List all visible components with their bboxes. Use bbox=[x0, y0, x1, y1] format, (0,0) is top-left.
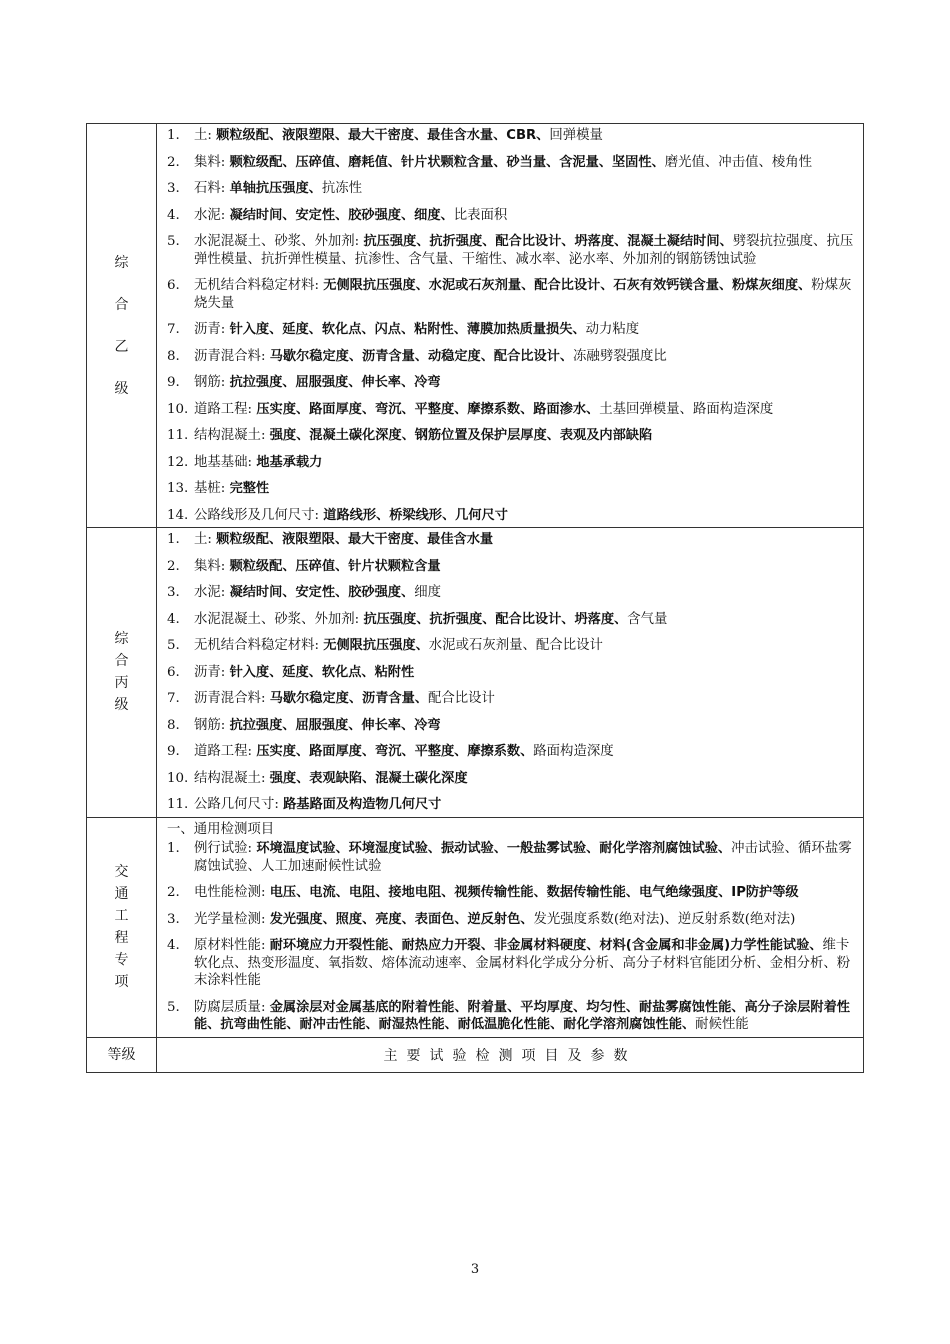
item-number: 4. bbox=[167, 938, 180, 953]
item-number: 7. bbox=[167, 691, 180, 706]
list-item bbox=[167, 937, 857, 990]
list-item bbox=[167, 507, 857, 525]
list-item bbox=[167, 717, 857, 735]
item-label: 集料: bbox=[194, 154, 230, 170]
item-label: 电性能检测: bbox=[194, 885, 270, 900]
item-body bbox=[194, 277, 857, 312]
item-number: 1. bbox=[167, 128, 180, 143]
item-number: 1. bbox=[167, 532, 180, 547]
item-label: 钢筋: bbox=[194, 717, 230, 733]
item-number: 1. bbox=[167, 841, 180, 856]
item-number: 5. bbox=[167, 638, 180, 653]
list-item bbox=[167, 427, 857, 445]
item-body bbox=[194, 127, 857, 145]
item-body bbox=[194, 321, 857, 339]
item-number: 3. bbox=[167, 181, 180, 196]
list-item bbox=[167, 999, 857, 1034]
item-number: 10. bbox=[167, 401, 189, 417]
other-parameters: 动力粘度 bbox=[585, 322, 640, 337]
other-parameters: 回弹模量 bbox=[549, 128, 603, 143]
key-parameters: 压实度、路面厚度、弯沉、平整度、摩擦系数、路面渗水、 bbox=[256, 401, 600, 417]
grade-char: 合 bbox=[114, 653, 129, 670]
key-parameters: 马歇尔稳定度、沥青含量、 bbox=[269, 691, 428, 706]
other-parameters: 冻融劈裂强度比 bbox=[573, 348, 667, 364]
key-parameters: 地基承载力 bbox=[256, 454, 323, 470]
key-parameters: 颗粒级配、液限塑限、最大干密度、最佳含水量 bbox=[216, 532, 494, 547]
item-label: 土: bbox=[194, 128, 217, 143]
other-parameters: 冲击试验、循环盐雾腐蚀试验、人工加速耐候性试验 bbox=[194, 841, 852, 874]
key-parameters: 强度、表观缺陷、混凝土碳化深度 bbox=[269, 770, 468, 786]
item-label: 防腐层质量: bbox=[194, 999, 270, 1015]
grade-char: 专 bbox=[114, 952, 129, 968]
item-number: 9. bbox=[167, 375, 180, 390]
item-body bbox=[194, 884, 857, 902]
item-body bbox=[194, 770, 857, 788]
item-label: 基桩: bbox=[194, 481, 230, 496]
item-label: 无机结合料稳定材料: bbox=[194, 638, 324, 653]
grade-char: 项 bbox=[114, 974, 129, 990]
key-parameters: 金属涂层对金属基底的附着性能、附着量、平均厚度、均匀性、耐盐雾腐蚀性能、高分子涂层附着性能、抗弯曲性能、耐冲击性能、耐湿热性能、耐低温脆化性能、耐化学溶剂腐蚀性能、 bbox=[194, 999, 850, 1032]
item-number: 10. bbox=[167, 770, 189, 786]
list-item bbox=[167, 743, 857, 761]
item-number: 4. bbox=[167, 611, 180, 627]
item-label: 钢筋: bbox=[194, 375, 230, 390]
other-parameters: 发光强度系数(绝对法)、逆反射系数(绝对法) bbox=[533, 911, 796, 927]
key-parameters: 颗粒级配、压碎值、磨耗值、针片状颗粒含量、砂当量、含泥量、坚固性、 bbox=[229, 154, 665, 170]
list-item bbox=[167, 770, 857, 788]
grade-char: 级 bbox=[114, 697, 129, 714]
item-number: 5. bbox=[167, 999, 180, 1015]
item-number: 4. bbox=[167, 207, 180, 223]
key-parameters: 电压、电流、电阻、接地电阻、视频传输性能、数据传输性能、电气绝缘强度、IP防护等级 bbox=[269, 885, 799, 900]
grade-cell bbox=[87, 528, 157, 818]
key-parameters: 强度、混凝土碳化深度、钢筋位置及保护层厚度、表观及内部缺陷 bbox=[269, 428, 653, 443]
key-parameters: 完整性 bbox=[229, 481, 270, 496]
item-body bbox=[194, 180, 857, 198]
grade-char: 丙 bbox=[114, 675, 129, 692]
other-parameters: 土基回弹模量、路面构造深度 bbox=[599, 401, 774, 417]
key-parameters: 环境温度试验、环境湿度试验、振动试验、一般盐雾试验、耐化学溶剂腐蚀试验、 bbox=[256, 841, 732, 856]
grade-char: 级 bbox=[114, 380, 129, 397]
other-parameters: 含气量 bbox=[627, 611, 668, 627]
item-label: 土: bbox=[194, 532, 217, 547]
other-parameters: 比表面积 bbox=[453, 207, 508, 223]
item-label: 无机结合料稳定材料: bbox=[194, 278, 324, 293]
list-item bbox=[167, 637, 857, 655]
item-number: 11. bbox=[167, 797, 189, 812]
item-label: 原材料性能: bbox=[194, 938, 270, 953]
item-label: 例行试验: bbox=[194, 841, 257, 856]
item-number: 13. bbox=[167, 481, 189, 496]
item-label: 集料: bbox=[194, 558, 230, 574]
item-number: 2. bbox=[167, 154, 180, 170]
item-body bbox=[194, 717, 857, 735]
items-column-header: 主要试验检测项目及参数 bbox=[157, 1037, 864, 1072]
item-number: 2. bbox=[167, 558, 180, 574]
items-cell bbox=[157, 817, 864, 1037]
item-body bbox=[194, 207, 857, 225]
list-item bbox=[167, 127, 857, 145]
item-body bbox=[194, 154, 857, 172]
grade-char: 合 bbox=[114, 296, 129, 313]
list-item bbox=[167, 480, 857, 498]
items-cell bbox=[157, 124, 864, 528]
item-body bbox=[194, 637, 857, 655]
grade-char: 工 bbox=[114, 908, 129, 924]
other-parameters: 磨光值、冲击值、棱角性 bbox=[664, 154, 813, 170]
item-body bbox=[194, 427, 857, 445]
item-body bbox=[194, 507, 857, 525]
list-item bbox=[167, 180, 857, 198]
item-label: 道路工程: bbox=[194, 744, 257, 759]
list-item bbox=[167, 884, 857, 902]
item-body bbox=[194, 664, 857, 682]
key-parameters: 抗压强度、抗折强度、配合比设计、坍落度、混凝土凝结时间、 bbox=[363, 234, 733, 249]
item-number: 2. bbox=[167, 885, 180, 900]
list-item bbox=[167, 154, 857, 172]
grade-cell bbox=[87, 124, 157, 528]
item-label: 公路几何尺寸: bbox=[194, 797, 284, 812]
item-number: 8. bbox=[167, 348, 180, 364]
key-parameters: 凝结时间、安定性、胶砂强度、 bbox=[229, 585, 415, 600]
list-item bbox=[167, 664, 857, 682]
list-item bbox=[167, 690, 857, 708]
item-number: 8. bbox=[167, 717, 180, 733]
grade-char: 交 bbox=[114, 864, 129, 880]
item-body bbox=[194, 584, 857, 602]
grade-char: 程 bbox=[114, 930, 129, 946]
item-body bbox=[194, 796, 857, 814]
list-item bbox=[167, 277, 857, 312]
item-body bbox=[194, 911, 857, 929]
item-number: 3. bbox=[167, 911, 180, 927]
item-body bbox=[194, 348, 857, 366]
item-body bbox=[194, 840, 857, 875]
key-parameters: 抗拉强度、屈服强度、伸长率、冷弯 bbox=[229, 375, 441, 390]
list-item bbox=[167, 348, 857, 366]
page-number: 3 bbox=[470, 1262, 480, 1277]
item-label: 地基基础: bbox=[194, 454, 257, 470]
item-body bbox=[194, 401, 857, 419]
key-parameters: 针入度、延度、软化点、粘附性 bbox=[229, 664, 415, 680]
grade-label bbox=[87, 628, 156, 716]
list-item bbox=[167, 796, 857, 814]
key-parameters: 颗粒级配、压碎值、针片状颗粒含量 bbox=[229, 558, 441, 574]
item-label: 结构混凝土: bbox=[194, 770, 270, 786]
grade-char: 乙 bbox=[114, 338, 129, 355]
item-body bbox=[194, 690, 857, 708]
other-parameters: 路面构造深度 bbox=[533, 744, 614, 759]
key-parameters: 发光强度、照度、亮度、表面色、逆反射色、 bbox=[269, 911, 534, 927]
other-parameters: 粉煤灰烧失量 bbox=[194, 278, 852, 311]
grade-char: 综 bbox=[114, 254, 129, 271]
item-number: 6. bbox=[167, 278, 180, 293]
list-item bbox=[167, 531, 857, 549]
item-body bbox=[194, 937, 857, 990]
key-parameters: 无侧限抗压强度、水泥或石灰剂量、配合比设计、石灰有效钙镁含量、粉煤灰细度、 bbox=[323, 278, 812, 293]
other-parameters: 细度 bbox=[414, 585, 441, 600]
list-item bbox=[167, 611, 857, 629]
list-item bbox=[167, 911, 857, 929]
item-label: 结构混凝土: bbox=[194, 428, 270, 443]
item-body bbox=[194, 743, 857, 761]
other-parameters: 配合比设计 bbox=[427, 691, 495, 706]
list-item bbox=[167, 374, 857, 392]
item-label: 沥青: bbox=[194, 664, 230, 680]
item-label: 石料: bbox=[194, 181, 230, 196]
item-label: 水泥: bbox=[194, 207, 230, 223]
grade-label bbox=[87, 242, 156, 410]
item-number: 9. bbox=[167, 744, 180, 759]
list-item bbox=[167, 207, 857, 225]
key-parameters: 无侧限抗压强度、 bbox=[323, 638, 429, 653]
other-parameters: 水泥或石灰剂量、配合比设计 bbox=[428, 638, 603, 653]
section-heading: 一、通用检测项目 bbox=[167, 821, 275, 837]
item-number: 7. bbox=[167, 322, 180, 337]
grade-cell bbox=[87, 817, 157, 1037]
item-number: 3. bbox=[167, 585, 180, 600]
list-item bbox=[167, 401, 857, 419]
item-label: 水泥: bbox=[194, 585, 230, 600]
item-body bbox=[194, 999, 857, 1034]
item-body bbox=[194, 531, 857, 549]
section-row-grade-b bbox=[87, 124, 864, 528]
key-parameters: 道路线形、桥梁线形、几何尺寸 bbox=[323, 507, 508, 523]
item-body bbox=[194, 611, 857, 629]
grade-column-header: 等级 bbox=[87, 1037, 157, 1072]
key-parameters: 颗粒级配、液限塑限、最大干密度、最佳含水量、CBR、 bbox=[216, 128, 550, 143]
header-row bbox=[87, 1037, 864, 1072]
other-parameters: 抗冻性 bbox=[321, 181, 363, 196]
key-parameters: 凝结时间、安定性、胶砂强度、细度、 bbox=[229, 207, 454, 223]
key-parameters: 路基路面及构造物几何尺寸 bbox=[283, 797, 442, 812]
key-parameters: 抗压强度、抗折强度、配合比设计、坍落度、 bbox=[363, 611, 628, 627]
other-parameters: 耐候性能 bbox=[695, 1017, 749, 1032]
item-number: 11. bbox=[167, 428, 189, 443]
grade-char: 通 bbox=[114, 886, 129, 902]
item-number: 12. bbox=[167, 454, 189, 470]
item-label: 公路线形及几何尺寸: bbox=[194, 507, 324, 523]
items-cell bbox=[157, 528, 864, 818]
other-parameters: 维卡软化点、热变形温度、氧指数、熔体流动速率、金属材料化学成分分析、高分子材料官能团分析、金相分析、粉末涂料性能 bbox=[194, 938, 851, 988]
section-row-traffic-engineering bbox=[87, 817, 864, 1037]
item-body bbox=[194, 233, 857, 268]
item-label: 沥青: bbox=[194, 322, 230, 337]
list-item bbox=[167, 454, 857, 472]
list-item bbox=[167, 321, 857, 339]
item-number: 6. bbox=[167, 664, 180, 680]
key-parameters: 单轴抗压强度、 bbox=[229, 181, 322, 196]
item-label: 光学量检测: bbox=[194, 911, 270, 927]
list-item bbox=[167, 558, 857, 576]
item-label: 道路工程: bbox=[194, 401, 257, 417]
section-row-grade-c bbox=[87, 528, 864, 818]
other-parameters: 劈裂抗拉强度、抗压弹性模量、抗折弹性模量、抗渗性、含气量、干缩性、减水率、泌水率、外加剂的钢筋锈蚀试验 bbox=[194, 234, 854, 267]
item-body bbox=[194, 454, 857, 472]
key-parameters: 马歇尔稳定度、沥青含量、动稳定度、配合比设计、 bbox=[269, 348, 574, 364]
list-item bbox=[167, 584, 857, 602]
item-number: 14. bbox=[167, 507, 189, 523]
item-body bbox=[194, 558, 857, 576]
list-item bbox=[167, 840, 857, 875]
item-label: 水泥混凝土、砂浆、外加剂: bbox=[194, 234, 364, 249]
qualification-table bbox=[86, 123, 864, 1073]
grade-label bbox=[87, 861, 156, 993]
grade-char: 综 bbox=[114, 631, 129, 648]
item-body bbox=[194, 480, 857, 498]
list-item bbox=[167, 233, 857, 268]
item-label: 水泥混凝土、砂浆、外加剂: bbox=[194, 611, 364, 627]
key-parameters: 针入度、延度、软化点、闪点、粘附性、薄膜加热质量损失、 bbox=[229, 322, 586, 337]
key-parameters: 抗拉强度、屈服强度、伸长率、冷弯 bbox=[229, 717, 441, 733]
item-label: 沥青混合料: bbox=[194, 691, 270, 706]
item-label: 沥青混合料: bbox=[194, 348, 270, 364]
item-body bbox=[194, 374, 857, 392]
key-parameters: 耐环境应力开裂性能、耐热应力开裂、非金属材料硬度、材料(含金属和非金属)力学性能试验、 bbox=[269, 938, 823, 953]
key-parameters: 压实度、路面厚度、弯沉、平整度、摩擦系数、 bbox=[256, 744, 534, 759]
item-number: 5. bbox=[167, 234, 180, 249]
